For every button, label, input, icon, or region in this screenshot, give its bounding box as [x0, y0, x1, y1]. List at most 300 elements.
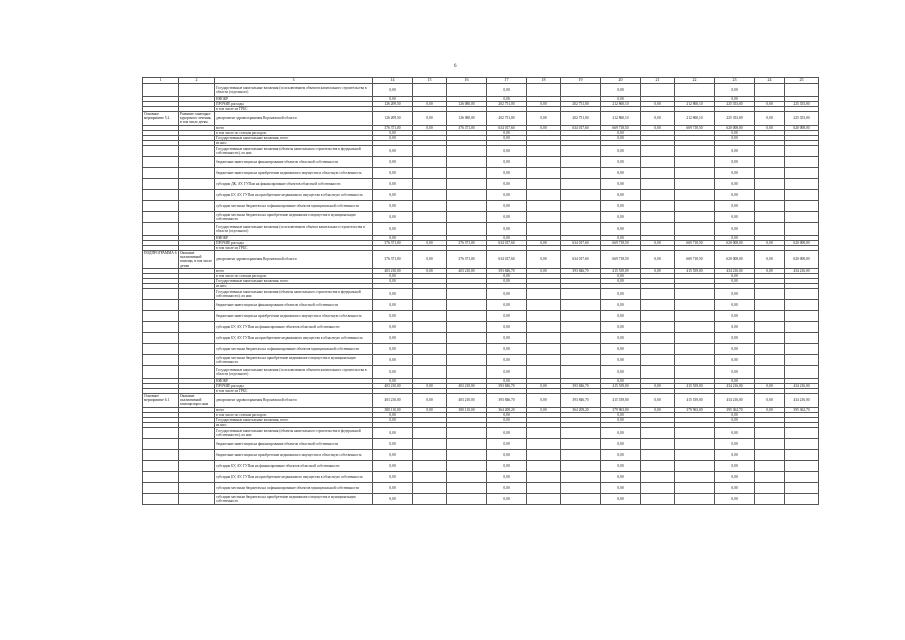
row-description: Государственные капитальные вложения (за исключением объектов капитального строительства в области (отдельного)	[215, 84, 373, 97]
row-description: всего	[215, 407, 373, 412]
value-cell: 0,00	[373, 412, 413, 417]
row-code	[143, 156, 179, 167]
value-cell	[755, 299, 785, 310]
row-description: бюджетные инвестиции на финансирование объектов областной собственности	[215, 438, 373, 449]
value-cell	[413, 438, 447, 449]
table-row	[143, 449, 819, 460]
value-cell	[785, 354, 819, 365]
value-cell	[527, 145, 561, 156]
column-header: 1	[143, 78, 179, 84]
table-row	[143, 460, 819, 471]
value-cell: 225 353,00	[715, 102, 755, 107]
value-cell: 364 208,20	[487, 407, 527, 412]
row-title	[179, 438, 215, 449]
row-title	[179, 299, 215, 310]
value-cell: 0,00	[373, 222, 413, 235]
value-cell: 415 539,00	[601, 384, 641, 389]
value-cell: 0,00	[755, 251, 785, 268]
value-cell	[447, 222, 487, 235]
row-code	[143, 178, 179, 189]
value-cell	[755, 145, 785, 156]
row-code	[143, 321, 179, 332]
value-cell: 0,00	[487, 200, 527, 211]
value-cell: 0,00	[373, 482, 413, 493]
value-cell: 0,00	[413, 268, 447, 273]
value-cell: 0,00	[487, 310, 527, 321]
value-cell: 393 846,70	[561, 384, 601, 389]
value-cell: 669 718,50	[601, 125, 641, 130]
budget-table	[142, 77, 819, 505]
value-cell	[641, 460, 675, 471]
value-cell: 620 008,00	[715, 241, 755, 246]
row-description: Государственные капитальные вложения, всего	[215, 278, 373, 283]
value-cell: 0,00	[715, 211, 755, 222]
value-cell	[785, 332, 819, 343]
value-cell: 0,00	[641, 102, 675, 107]
value-cell: 0,00	[487, 449, 527, 460]
row-description: бюджетные инвестиции на финансирование объектов областной собственности	[215, 156, 373, 167]
row-description: департамент здравоохранения Воронежской области	[215, 251, 373, 268]
value-cell	[527, 332, 561, 343]
value-cell	[785, 493, 819, 504]
value-cell: 0,00	[601, 449, 641, 460]
value-cell: 0,00	[373, 438, 413, 449]
value-cell	[527, 449, 561, 460]
row-code	[143, 299, 179, 310]
value-cell	[527, 84, 561, 97]
value-cell: 393 846,70	[561, 394, 601, 407]
value-cell: 0,00	[527, 112, 561, 125]
value-cell	[527, 156, 561, 167]
row-description: в том числе из ГРБС	[215, 246, 373, 251]
value-cell	[527, 354, 561, 365]
value-cell	[755, 332, 785, 343]
row-code	[143, 200, 179, 211]
value-cell	[755, 438, 785, 449]
value-cell: 403 210,00	[373, 268, 413, 273]
row-description: в том числе из ГРБС	[215, 107, 373, 112]
value-cell: 0,00	[373, 417, 413, 422]
row-description: бюджетные инвестиции на приобретение недвижимого имущества в областную собственность	[215, 310, 373, 321]
value-cell: 376 371,00	[447, 251, 487, 268]
value-cell	[641, 299, 675, 310]
row-code	[143, 427, 179, 438]
value-cell	[527, 365, 561, 378]
value-cell: 0,00	[601, 200, 641, 211]
value-cell	[527, 427, 561, 438]
value-cell	[561, 84, 601, 97]
table-row	[143, 427, 819, 438]
value-cell	[447, 200, 487, 211]
value-cell: 0,00	[373, 211, 413, 222]
value-cell: 0,00	[601, 321, 641, 332]
value-cell	[755, 354, 785, 365]
value-cell: 0,00	[373, 427, 413, 438]
value-cell: 0,00	[527, 125, 561, 130]
value-cell: 0,00	[715, 460, 755, 471]
table-row	[143, 251, 819, 268]
value-cell	[527, 299, 561, 310]
value-cell: 0,00	[601, 365, 641, 378]
value-cell: 0,00	[487, 189, 527, 200]
value-cell: 0,00	[527, 251, 561, 268]
value-cell	[561, 493, 601, 504]
value-cell: 0,00	[715, 145, 755, 156]
value-cell	[447, 211, 487, 222]
row-description: субсидии местным бюджетам на приобретение недвижимого имущества в муниципальную собственность	[215, 354, 373, 365]
value-cell: 0,00	[601, 273, 641, 278]
value-cell: 0,00	[641, 125, 675, 130]
value-cell: 212 860,10	[675, 112, 715, 125]
value-cell	[675, 427, 715, 438]
value-cell	[641, 365, 675, 378]
value-cell	[675, 493, 715, 504]
row-description: бюджетные инвестиции на финансирование объектов областной собственности	[215, 299, 373, 310]
value-cell: 0,00	[373, 343, 413, 354]
value-cell: 0,00	[413, 251, 447, 268]
value-cell: 0,00	[487, 332, 527, 343]
row-code	[143, 438, 179, 449]
value-cell: 0,00	[755, 268, 785, 273]
value-cell: 0,00	[715, 299, 755, 310]
table-row	[143, 167, 819, 178]
value-cell	[413, 222, 447, 235]
row-description: Государственные капитальные вложения (объекты капитального строительства в федеральной собственности), из них:	[215, 145, 373, 156]
value-cell	[413, 471, 447, 482]
value-cell: 0,00	[755, 241, 785, 246]
value-cell: 0,00	[487, 167, 527, 178]
value-cell: 403 210,00	[447, 384, 487, 389]
value-cell	[447, 189, 487, 200]
row-description: Государственные капитальные вложения (за исключением объекта капитального строительства в области (отдельного)	[215, 222, 373, 235]
value-cell: 0,00	[373, 460, 413, 471]
row-code: ПОДПРОГРАММА 6	[143, 251, 179, 268]
value-cell: 0,00	[373, 299, 413, 310]
value-cell	[675, 460, 715, 471]
value-cell	[561, 145, 601, 156]
value-cell	[675, 156, 715, 167]
value-cell: 0,00	[715, 167, 755, 178]
row-title: Развитие санаторно-курортного лечения, в том числе детям	[179, 112, 215, 125]
value-cell	[447, 493, 487, 504]
value-cell: 376 371,00	[373, 125, 413, 130]
value-cell	[675, 84, 715, 97]
row-description: субсидии БУ, АУ, ГУПам на финансирование объектов областной собственности	[215, 460, 373, 471]
table-row	[143, 321, 819, 332]
row-title	[179, 493, 215, 504]
value-cell	[675, 354, 715, 365]
value-cell: 0,00	[715, 288, 755, 299]
value-cell	[755, 321, 785, 332]
value-cell	[641, 493, 675, 504]
value-cell	[755, 288, 785, 299]
value-cell	[675, 222, 715, 235]
value-cell	[755, 178, 785, 189]
value-cell: 0,00	[755, 394, 785, 407]
value-cell: 202 751,00	[487, 112, 527, 125]
value-cell: 0,00	[715, 178, 755, 189]
value-cell	[785, 438, 819, 449]
row-code	[143, 84, 179, 97]
row-title	[179, 178, 215, 189]
value-cell: 0,00	[487, 178, 527, 189]
table-row	[143, 178, 819, 189]
value-cell: 393 846,70	[561, 268, 601, 273]
value-cell: 434 216,00	[785, 384, 819, 389]
value-cell: 403 210,00	[447, 268, 487, 273]
row-description: в том числе из ГРБС	[215, 389, 373, 394]
value-cell: 415 539,00	[675, 384, 715, 389]
value-cell: 0,00	[373, 278, 413, 283]
value-cell: 0,00	[715, 130, 755, 135]
table-row	[143, 189, 819, 200]
value-cell: 395 362,70	[785, 407, 819, 412]
value-cell: 634 017,60	[561, 251, 601, 268]
value-cell	[675, 200, 715, 211]
row-code	[143, 482, 179, 493]
value-cell: 634 017,60	[487, 251, 527, 268]
value-cell	[413, 84, 447, 97]
value-cell: 0,00	[487, 211, 527, 222]
value-cell: 393 846,70	[487, 384, 527, 389]
value-cell	[785, 343, 819, 354]
row-description: НИОКР	[215, 235, 373, 240]
table-row	[143, 200, 819, 211]
value-cell: 0,00	[373, 493, 413, 504]
value-cell: 0,00	[755, 125, 785, 130]
row-title	[179, 332, 215, 343]
value-cell	[641, 222, 675, 235]
value-cell: 0,00	[487, 365, 527, 378]
value-cell: 0,00	[373, 189, 413, 200]
row-title: Оказание паллиативной помощи, в том числе детям	[179, 251, 215, 268]
row-code	[143, 449, 179, 460]
row-description: Государственные капитальные вложения, всего	[215, 417, 373, 422]
value-cell: 0,00	[487, 156, 527, 167]
row-description: субсидии БУ, АУ, ГУПам на приобретение недвижимого имущества в областную собственность	[215, 471, 373, 482]
value-cell: 0,00	[641, 241, 675, 246]
value-cell	[413, 310, 447, 321]
column-header: 25	[785, 78, 819, 84]
value-cell	[561, 222, 601, 235]
value-cell	[675, 449, 715, 460]
value-cell	[641, 321, 675, 332]
value-cell	[675, 365, 715, 378]
value-cell: 0,00	[601, 378, 641, 383]
table-row	[143, 493, 819, 504]
value-cell: 0,00	[413, 407, 447, 412]
value-cell: 0,00	[715, 417, 755, 422]
value-cell	[413, 189, 447, 200]
value-cell	[413, 299, 447, 310]
value-cell: 0,00	[373, 145, 413, 156]
value-cell	[641, 354, 675, 365]
value-cell: 0,00	[715, 200, 755, 211]
value-cell: 0,00	[715, 378, 755, 383]
table-row	[143, 84, 819, 97]
value-cell: 0,00	[413, 241, 447, 246]
value-cell: 0,00	[755, 407, 785, 412]
value-cell: 376 371,00	[373, 251, 413, 268]
row-description: из них:	[215, 140, 373, 145]
row-code	[143, 145, 179, 156]
value-cell: 0,00	[373, 354, 413, 365]
column-header: 24	[755, 78, 785, 84]
row-description: в том числе по статьям расходов:	[215, 273, 373, 278]
row-code	[143, 189, 179, 200]
table-row	[143, 482, 819, 493]
value-cell	[641, 189, 675, 200]
value-cell: 376 371,00	[447, 241, 487, 246]
value-cell	[561, 178, 601, 189]
row-description: в том числе по статьям расходов:	[215, 130, 373, 135]
value-cell: 0,00	[413, 112, 447, 125]
value-cell: 202 751,00	[487, 102, 527, 107]
value-cell	[675, 438, 715, 449]
value-cell	[527, 471, 561, 482]
row-title	[179, 427, 215, 438]
value-cell	[413, 482, 447, 493]
value-cell	[413, 427, 447, 438]
value-cell	[561, 354, 601, 365]
row-description: субсидии местным бюджетам на софинансирование объектов муниципальной собственности	[215, 482, 373, 493]
value-cell: 434 216,00	[785, 268, 819, 273]
value-cell	[561, 299, 601, 310]
row-code	[143, 211, 179, 222]
value-cell	[447, 471, 487, 482]
value-cell: 0,00	[715, 321, 755, 332]
value-cell: 0,00	[487, 460, 527, 471]
value-cell	[447, 84, 487, 97]
value-cell	[755, 493, 785, 504]
value-cell: 0,00	[487, 273, 527, 278]
row-description: ПРОЧИЕ расходы	[215, 102, 373, 107]
row-title	[179, 471, 215, 482]
value-cell: 0,00	[373, 471, 413, 482]
value-cell	[561, 365, 601, 378]
value-cell: 0,00	[527, 268, 561, 273]
value-cell	[413, 167, 447, 178]
value-cell	[561, 211, 601, 222]
row-title	[179, 460, 215, 471]
value-cell: 403 210,00	[373, 394, 413, 407]
value-cell	[527, 222, 561, 235]
value-cell: 0,00	[601, 332, 641, 343]
value-cell: 0,00	[487, 412, 527, 417]
value-cell	[561, 167, 601, 178]
value-cell	[641, 310, 675, 321]
value-cell: 0,00	[373, 449, 413, 460]
value-cell: 0,00	[601, 471, 641, 482]
row-description: Государственные капитальные вложения (за исключением объектов капитального строительства в области (отдельного)	[215, 365, 373, 378]
value-cell: 126 080,00	[447, 112, 487, 125]
value-cell	[785, 211, 819, 222]
value-cell	[785, 310, 819, 321]
value-cell: 0,00	[601, 222, 641, 235]
value-cell: 212 860,10	[601, 102, 641, 107]
value-cell	[755, 482, 785, 493]
value-cell: 0,00	[601, 145, 641, 156]
value-cell: 0,00	[601, 482, 641, 493]
value-cell: 0,00	[715, 84, 755, 97]
row-title	[179, 145, 215, 156]
value-cell: 620 008,00	[715, 125, 755, 130]
table-row	[143, 394, 819, 407]
value-cell	[785, 178, 819, 189]
row-title: Оказание паллиативной помощи взрослым	[179, 394, 215, 407]
value-cell	[675, 321, 715, 332]
value-cell: 0,00	[373, 365, 413, 378]
value-cell	[413, 288, 447, 299]
row-title	[179, 365, 215, 378]
value-cell: 0,00	[715, 493, 755, 504]
value-cell	[413, 200, 447, 211]
row-title	[179, 222, 215, 235]
value-cell	[447, 310, 487, 321]
value-cell	[447, 438, 487, 449]
value-cell	[675, 471, 715, 482]
value-cell: 0,00	[755, 102, 785, 107]
column-header: 2	[179, 78, 215, 84]
value-cell	[413, 211, 447, 222]
value-cell	[527, 211, 561, 222]
value-cell	[675, 145, 715, 156]
value-cell: 0,00	[373, 235, 413, 240]
value-cell: 415 539,00	[675, 394, 715, 407]
value-cell	[413, 365, 447, 378]
value-cell: 0,00	[527, 384, 561, 389]
value-cell: 225 353,00	[785, 112, 819, 125]
value-cell: 620 008,00	[785, 241, 819, 246]
value-cell	[675, 178, 715, 189]
value-cell: 0,00	[755, 112, 785, 125]
value-cell: 0,00	[601, 460, 641, 471]
value-cell: 0,00	[373, 156, 413, 167]
table-row	[143, 288, 819, 299]
row-code	[143, 222, 179, 235]
value-cell: 126 209,50	[373, 112, 413, 125]
value-cell	[675, 332, 715, 343]
value-cell	[447, 427, 487, 438]
value-cell	[755, 449, 785, 460]
value-cell: 0,00	[641, 251, 675, 268]
value-cell: 434 216,00	[715, 394, 755, 407]
value-cell: 0,00	[487, 482, 527, 493]
value-cell: 634 017,60	[487, 125, 527, 130]
value-cell: 202 751,00	[561, 102, 601, 107]
row-title	[179, 449, 215, 460]
row-title	[179, 343, 215, 354]
row-code	[143, 471, 179, 482]
value-cell: 0,00	[601, 135, 641, 140]
column-header: 18	[527, 78, 561, 84]
value-cell: 620 008,00	[715, 251, 755, 268]
value-cell: 415 539,00	[601, 394, 641, 407]
value-cell: 669 718,50	[675, 241, 715, 246]
row-title	[179, 200, 215, 211]
row-title	[179, 310, 215, 321]
value-cell: 0,00	[641, 112, 675, 125]
value-cell	[527, 343, 561, 354]
value-cell: 0,00	[715, 482, 755, 493]
value-cell	[755, 365, 785, 378]
value-cell: 0,00	[373, 310, 413, 321]
value-cell: 0,00	[715, 222, 755, 235]
value-cell: 0,00	[487, 354, 527, 365]
value-cell	[561, 189, 601, 200]
value-cell	[561, 332, 601, 343]
value-cell: 393 846,70	[487, 394, 527, 407]
